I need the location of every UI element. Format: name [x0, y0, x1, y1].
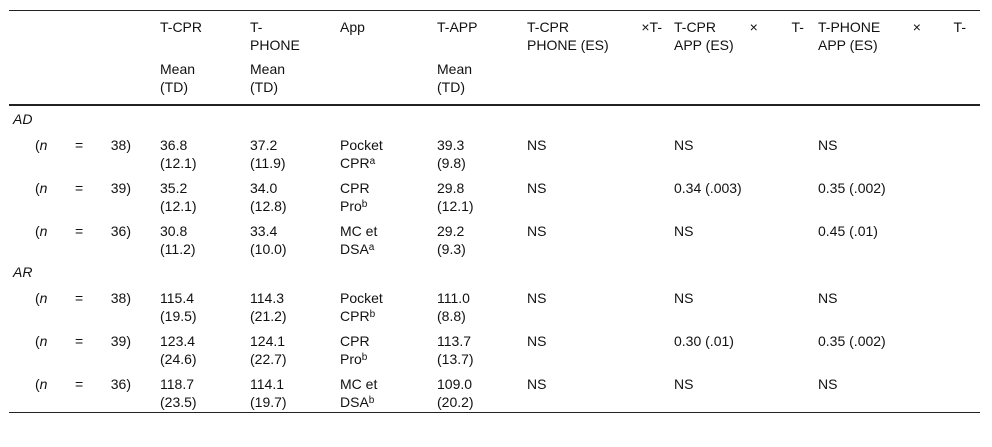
header-tphone-line2: PHONE: [250, 37, 300, 53]
es2-cell: 0.34 (.003): [674, 180, 742, 196]
td-label: (TD): [437, 79, 465, 95]
sample-size-cell: [9, 130, 160, 173]
tapp-sd: (12.1): [437, 198, 474, 214]
tphone-cell: [250, 130, 340, 173]
table-row: [9, 173, 980, 216]
tapp-sd: (9.3): [437, 241, 466, 257]
header-es-tcpr-tphone: [527, 11, 674, 61]
group-label: AD: [13, 111, 33, 127]
app-name-line2: [340, 350, 437, 368]
es3-cell: NS: [818, 137, 838, 153]
subheader-tcpr: [160, 60, 250, 105]
tphone-mean: 37.2: [250, 137, 278, 153]
n-open: (n: [35, 376, 48, 392]
app-name-line1: CPR: [340, 333, 370, 349]
tapp-sd: (8.8): [437, 308, 466, 324]
app-cell: [340, 173, 437, 216]
app-name-line1: Pocket: [340, 137, 383, 153]
n-value: 38): [110, 137, 131, 153]
es2-cell: NS: [674, 137, 694, 153]
tcpr-sd: (24.6): [160, 351, 197, 367]
es1-cell: NS: [527, 333, 547, 349]
es3-cell: NS: [818, 369, 980, 413]
header-es2-part-c: T-: [791, 19, 804, 35]
n-equals: =: [75, 137, 84, 153]
tcpr-mean: 118.7: [160, 376, 194, 392]
app-name-line2: [340, 393, 437, 411]
tphone-mean: 34.0: [250, 180, 278, 196]
tphone-sd: (21.2): [250, 308, 287, 324]
app-footnote-mark: b: [369, 309, 376, 320]
header-es3-part-b: ×: [912, 19, 921, 35]
tcpr-cell: [160, 216, 250, 259]
tphone-cell: [250, 173, 340, 216]
subheader-row: [9, 60, 980, 105]
header-tcpr: T-CPR: [160, 11, 250, 61]
app-name-text: Pro: [340, 198, 362, 214]
table-body: [9, 105, 980, 413]
header-app: App: [340, 11, 437, 61]
header-es2-part-b: ×: [749, 19, 758, 35]
tcpr-mean: 35.2: [160, 180, 188, 196]
app-cell: [340, 283, 437, 326]
tcpr-mean: 115.4: [160, 290, 194, 306]
es1-cell: NS: [527, 223, 547, 239]
tcpr-sd: (19.5): [160, 308, 197, 324]
tapp-mean: 39.3: [437, 137, 465, 153]
group-header-row: [9, 259, 980, 283]
es1-cell: NS: [527, 180, 547, 196]
es3-cell: 0.35 (.002): [818, 180, 886, 196]
app-name-line2: [340, 197, 437, 215]
tphone-sd: (22.7): [250, 351, 287, 367]
app-footnote-mark: b: [361, 199, 368, 210]
tapp-mean: 109.0: [437, 376, 473, 392]
tapp-cell: [437, 130, 527, 173]
td-label: (TD): [160, 79, 188, 95]
sample-size-cell: [9, 173, 160, 216]
tphone-cell: [250, 283, 340, 326]
app-cell: [340, 216, 437, 259]
header-es2-part-a: T-CPR: [674, 19, 716, 35]
tapp-sd: (13.7): [437, 351, 474, 367]
app-footnote-mark: b: [368, 395, 375, 406]
tphone-mean: 33.4: [250, 223, 278, 239]
app-name-line1: Pocket: [340, 290, 383, 306]
tphone-sd: (10.0): [250, 241, 287, 257]
group-header-row: [9, 105, 980, 130]
app-footnote-mark: b: [361, 352, 368, 363]
table-row: [9, 216, 980, 259]
es1-cell: NS: [527, 137, 547, 153]
tcpr-sd: (23.5): [160, 394, 197, 410]
header-es3-part-a: T-PHONE: [818, 19, 881, 35]
header-tapp: T-APP: [437, 11, 527, 61]
tcpr-cell: [160, 130, 250, 173]
tphone-cell: [250, 216, 340, 259]
tapp-sd: (9.8): [437, 155, 466, 171]
n-open: (n: [35, 180, 48, 196]
app-name-line2: [340, 154, 437, 172]
app-cell: [340, 130, 437, 173]
subheader-es3-empty: [818, 60, 980, 105]
tapp-mean: 113.7: [437, 333, 471, 349]
tapp-mean: 111.0: [437, 290, 470, 306]
tapp-mean: 29.2: [437, 223, 465, 239]
n-equals: =: [75, 290, 84, 306]
app-name-line1: CPR: [340, 180, 370, 196]
subheader-es1-empty: [527, 60, 674, 105]
n-value: 39): [110, 180, 131, 196]
header-es1-line2: PHONE (ES): [527, 37, 609, 53]
tapp-cell: [437, 283, 527, 326]
es2-cell: NS: [674, 290, 694, 306]
n-open: (n: [35, 333, 48, 349]
header-tphone-line1: T-: [250, 19, 263, 35]
app-footnote-mark: a: [369, 156, 376, 167]
header-empty-cell: [9, 11, 160, 61]
app-name-text: Pro: [340, 351, 362, 367]
tphone-sd: (11.9): [250, 155, 286, 171]
tcpr-cell: [160, 283, 250, 326]
sample-size-cell: [9, 216, 160, 259]
results-table: [9, 10, 980, 413]
sample-size-cell: [9, 326, 160, 369]
td-label: (TD): [250, 79, 278, 95]
header-es3-part-c: T-: [953, 19, 966, 35]
subheader-empty-cell: [9, 60, 160, 105]
subheader-tphone: [250, 60, 340, 105]
tphone-sd: (19.7): [250, 394, 287, 410]
es2-cell: NS: [674, 223, 694, 239]
subheader-app-empty: [340, 60, 437, 105]
tphone-mean: 124.1: [250, 333, 286, 349]
mean-label: Mean: [437, 61, 473, 77]
tphone-mean: 114.3: [250, 290, 284, 306]
sample-size-cell: [9, 369, 160, 413]
sample-size-cell: [9, 283, 160, 326]
mean-label: Mean: [250, 61, 286, 77]
n-open: (n: [35, 137, 48, 153]
n-equals: =: [75, 333, 84, 349]
app-footnote-mark: a: [368, 242, 375, 253]
tphone-mean: 114.1: [250, 376, 284, 392]
tcpr-mean: 30.8: [160, 223, 188, 239]
header-es1-part-b: ×T-: [641, 19, 662, 35]
tcpr-cell: [160, 173, 250, 216]
app-name-text: DSA: [340, 394, 369, 410]
header-es3-line2: APP (ES): [818, 37, 878, 53]
n-value: 39): [110, 333, 131, 349]
app-cell: [340, 326, 437, 369]
tphone-sd: (12.8): [250, 198, 287, 214]
n-equals: =: [75, 180, 84, 196]
es3-cell: NS: [818, 290, 838, 306]
tapp-cell: [437, 326, 527, 369]
tphone-cell: [250, 326, 340, 369]
group-label: AR: [13, 264, 33, 280]
es3-cell: 0.35 (.002): [818, 333, 886, 349]
es3-cell: 0.45 (.01): [818, 223, 878, 239]
tapp-cell: [437, 173, 527, 216]
tphone-cell: [250, 369, 340, 413]
table-row: [9, 130, 980, 173]
header-es-tcpr-tapp: [674, 11, 818, 61]
n-value: 38): [110, 290, 131, 306]
es2-cell: 0.30 (.01): [674, 333, 734, 349]
header-es1-part-a: T-CPR: [527, 19, 569, 35]
tapp-mean: 29.8: [437, 180, 465, 196]
es1-cell: NS: [527, 290, 547, 306]
app-name-line2: [340, 240, 437, 258]
tcpr-sd: (12.1): [160, 155, 197, 171]
header-es2-line2: APP (ES): [674, 37, 734, 53]
header-tphone: [250, 11, 340, 61]
tcpr-mean: 36.8: [160, 137, 188, 153]
table-row: [9, 283, 980, 326]
app-name-text: CPR: [340, 155, 370, 171]
tapp-cell: [437, 216, 527, 259]
n-equals: =: [75, 223, 84, 239]
tcpr-mean: 123.4: [160, 333, 196, 349]
table-row: [9, 326, 980, 369]
n-equals: =: [75, 376, 84, 392]
n-value: 36): [110, 223, 131, 239]
n-value: 36): [110, 376, 131, 392]
tapp-cell: [437, 369, 527, 413]
header-row: [9, 11, 980, 61]
app-name-text: CPR: [340, 308, 370, 324]
header-es-tphone-tapp: [818, 11, 980, 61]
es1-cell: NS: [527, 369, 674, 413]
tcpr-cell: [160, 369, 250, 413]
tcpr-cell: [160, 326, 250, 369]
subheader-tapp: [437, 60, 527, 105]
mean-label: Mean: [160, 61, 196, 77]
subheader-es2-empty: [674, 60, 818, 105]
table-row: [9, 369, 980, 413]
n-open: (n: [35, 223, 48, 239]
app-cell: [340, 369, 437, 413]
tcpr-sd: (11.2): [160, 241, 196, 257]
app-name-line2: [340, 307, 437, 325]
es2-cell: NS: [674, 369, 818, 413]
app-name-line1: MC et: [340, 223, 378, 239]
app-name-text: DSA: [340, 241, 369, 257]
n-open: (n: [35, 290, 48, 306]
app-name-line1: MC et: [340, 376, 378, 392]
tapp-sd: (20.2): [437, 394, 474, 410]
tcpr-sd: (12.1): [160, 198, 197, 214]
